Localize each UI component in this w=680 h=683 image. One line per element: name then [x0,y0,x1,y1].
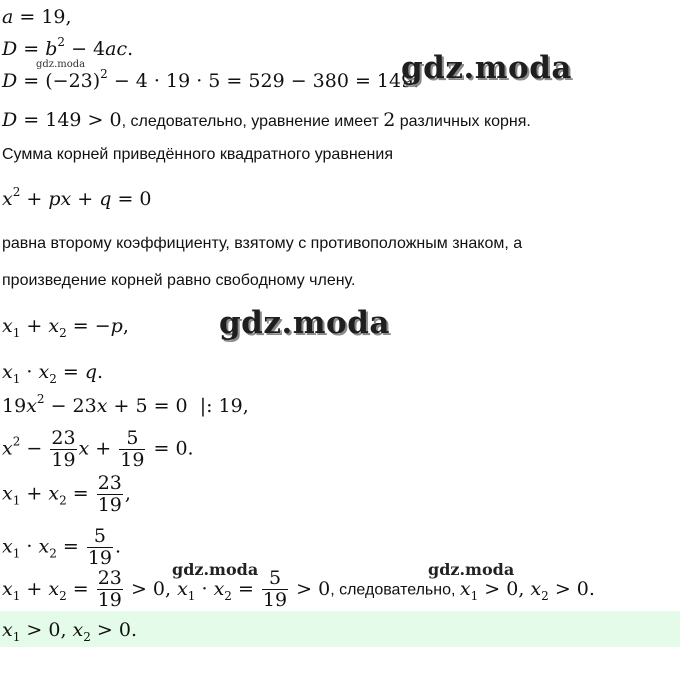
fraction-5-19: $\frac{5}{19}$ [87,525,113,569]
line-given-equation: $19x^2 - 23x + 5 = 0$ |: 19, [2,392,249,417]
vieta-product-text: произведение корней равно свободному члену. [2,272,356,289]
fraction-5-19: $\frac{5}{19}$ [262,567,288,611]
watermark-small: gdz.moda [172,560,259,579]
line-sum-value: $x_1 + x_2$ = $\frac{23}{19}$ , [2,472,131,516]
line-reduced-equation: $x^2$ + px + q = 0 [2,185,152,210]
roots-count: 2 [383,109,396,131]
line-product-value: $x_1 \cdot x_2$ = $\frac{5}{19}$ . [2,525,122,569]
line-sum-formula: $x_1 + x_2 = -p$, [2,315,129,340]
discriminant-conclusion-text: , следовательно, уравнение имеет [121,113,384,130]
vieta-sum-text: равна второму коэффициенту, взятому с противоположным знаком, а [2,235,523,252]
watermark-logo: gdz.moda [401,50,572,86]
line-reduced-given-equation: $x^2$ − $\frac{23}{19}$ x + $\frac{5}{19}$ = 0. [2,427,194,471]
watermark-logo: gdz.moda [219,305,390,341]
line-discriminant-formula: $D = b^2 - 4ac$. [2,35,134,60]
line-product-formula: $x_1 \cdot x_2 = q$. [2,361,104,386]
line-discriminant-positive: D = 149 > 0, следовательно, уравнение имеет 2 различных корня. [2,109,531,131]
watermark-small: gdz.moda [428,560,515,579]
answer-line: $x_1 > 0$, $x_2 > 0$. [2,619,138,644]
fraction-5-19: $\frac{5}{19}$ [120,427,145,471]
roots-text: различных корня. [395,113,531,130]
vieta-intro-text: Сумма корней приведённого квадратного уравнения [2,146,393,163]
fraction-23-19: $\frac{23}{19}$ [97,472,122,516]
watermark-small: gdz.moda [36,59,86,70]
fraction-23-19: $\frac{23}{19}$ [97,567,122,611]
line-a-value: a = 19, [2,6,72,28]
line-conclusion: $x_1 + x_2$ = $\frac{23}{19}$ > 0, $x_1 \cdot x_2$ = $\frac{5}{19}$ > 0, следовательно, $x_1 > 0$, $x_2 > 0$. [2,567,595,611]
fraction-23-19: $\frac{23}{19}$ [51,427,76,471]
conclusion-text: , следовательно, [330,581,460,599]
line-discriminant-calc: $D = (-23)^2 - 4 \cdot 19 \cdot 5 = 529 - 380 = 149$. [2,67,420,92]
